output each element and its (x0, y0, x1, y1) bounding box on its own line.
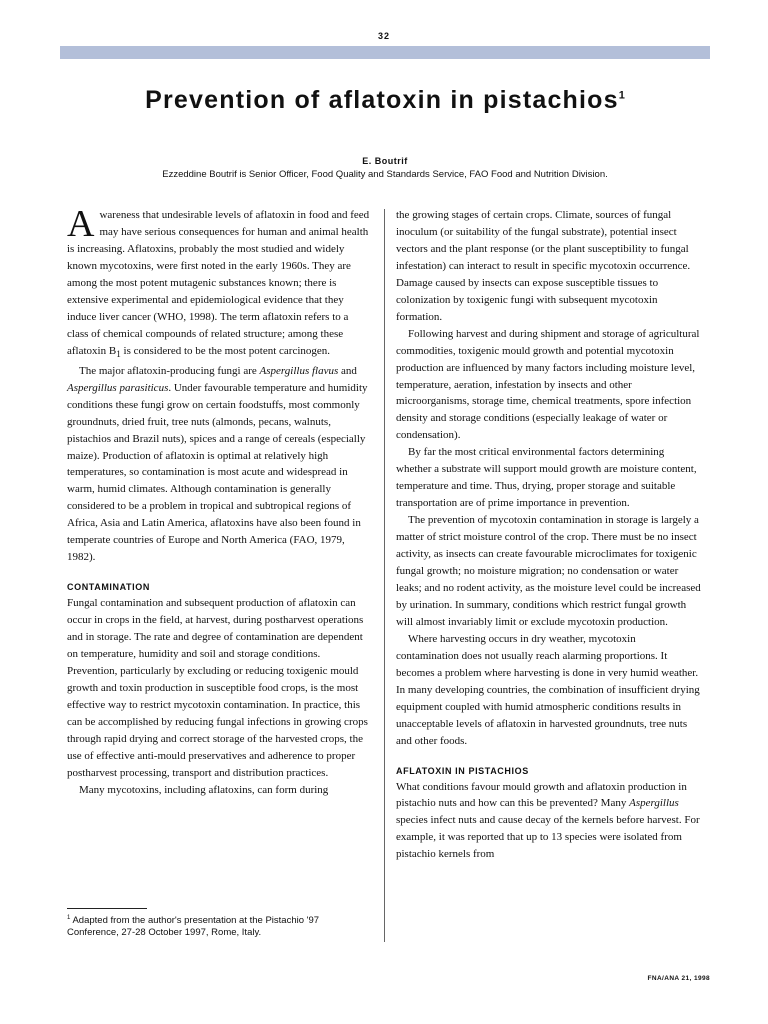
contamination-paragraph-6: Where harvesting occurs in dry weather, mycotoxin contamination does not usually reach alarming proportions. It becomes a problem where harvesting is done in very humid weather. In many developing countries, the combination of insufficient drying equipment coupled with humid atmospheric conditions results in unacceptable levels of aflatoxin in harvested groundnuts, tree nuts and other foods. (396, 632, 700, 747)
footnote (67, 912, 367, 939)
section-heading-contamination: CONTAMINATION (67, 582, 150, 593)
left-column (67, 203, 372, 799)
intro-paragraph-1 (67, 203, 372, 363)
footnote-mark: 1 (67, 915, 71, 921)
pistachios-p1-text-a: What conditions favour mould growth and aflatoxin production in pistachio nuts and how can this be prevented? Many (396, 780, 687, 810)
intro-paragraph-2 (67, 363, 372, 566)
contamination-paragraph-1: Fungal contamination and subsequent production of aflatoxin can occur in crops in the field, at harvest, during postharvest operations and in storage. The rate and degree of contamination are dependent on temperature, humidity and soil and storage conditions. Prevention, particularly by excluding or reducing toxigenic mould growth and toxin production in susceptible food crops, is the most effective way to restrict mycotoxin contamination. In practice, this can be accomplished by reducing fungal infections in growing crops through rapid drying and correct storage of the harvested crops, the use of effective anti-mould preservatives and adherence to proper postharvest processing, transport and distribution practices. (67, 597, 368, 779)
right-column (396, 207, 701, 863)
intro-p1-end: is considered to be the most potent carcinogen. (120, 344, 331, 357)
footnote-text: Adapted from the author's presentation at the Pistachio '97 Conference, 27-28 October 1997, Rome, Italy. (67, 915, 320, 939)
species-name: Aspergillus (629, 797, 679, 810)
footnote-rule (67, 908, 147, 909)
author-name: E. Boutrif (362, 156, 408, 166)
pistachios-paragraph-1 (396, 779, 701, 864)
section-heading-pistachios: AFLATOXIN IN PISTACHIOS (396, 765, 529, 776)
title-footnote-mark: 1 (618, 89, 625, 102)
contamination-paragraph-5: The prevention of mycotoxin contamination in storage is largely a matter of strict moisture control of the crop. There must be no insect activity, as insects can create favourable microclimates for toxigenic fungal growth; no moisture migration; no condensation or water leaks; and no rodent activity, as the moisture level could be increased by urination. In summary, conditions which restrict fungal growth will almost invariably limit or exclude mycotoxin production. (396, 514, 701, 628)
pistachios-p1-text-b: species infect nuts and cause decay of the kernels before harvest. For example, it was reported that up to 13 species were isolated from pistachio kernels from (396, 814, 700, 861)
drop-cap: A (67, 203, 95, 245)
footer-issue: FNA/ANA 21, 1998 (647, 975, 710, 982)
author-affiliation: Ezzeddine Boutrif is Senior Officer, Food Quality and Standards Service, FAO Food and Nutrition Division. (162, 169, 608, 180)
intro-p2-text-a: The major aflatoxin-producing fungi are (79, 364, 260, 377)
species-name: Aspergillus flavus (259, 364, 339, 377)
intro-p1-text: wareness that undesirable levels of aflatoxin in food and feed may have serious consequences for human and animal health is increasing. Aflatoxins, probably the most studied and widely known mycotoxins, were first noted in the early 1960s. They are among the most potent mutagenic substances known; there is extensive experimental and epidemiological evidence that they induce liver cancer (WHO, 1998). The term aflatoxin refers to a class of chemical compounds of related structure; among these aflatoxin B (67, 209, 370, 357)
intro-p2-text-c: . Under favourable temperature and humidity conditions these fungi grow on certain foodstuffs, most commonly groundnuts, dried fruit, tree nuts (almonds, pecans, walnuts, pistachios and Brazil nuts), spices and a range of cereals (especially maize). Production of aflatoxin is optimal at relatively high temperatures, so contamination is most acute and widespread in warm, humid climates. Although contamination is generally considered to be a problem in tropical and subtropical regions of Africa, Asia and Latin America, aflatoxins have also been found in temperate countries of Europe and North America (FAO, 1979, 1982). (67, 381, 368, 564)
contamination-paragraph-4: By far the most critical environmental factors determining whether a substrate will support mould growth are moisture content, temperature and time. Thus, drying, proper storage and suitable transportation are of prime importance in prevention. (396, 446, 697, 510)
title-text: Prevention of aflatoxin in pistachios (145, 86, 619, 114)
contamination-paragraph-2-cont: the growing stages of certain crops. Climate, sources of fungal inoculum (or suitability of the fungal substrate), potential insect vectors and the plant response (or the plant susceptibility to fungal infestation) can interact to result in specific mycotoxin occurrence. Damage caused by insects can expose susceptible tissues to colonization by toxigenic fungi with subsequent mycotoxin formation. (396, 209, 691, 323)
header-band (60, 46, 710, 59)
page-number: 32 (377, 31, 390, 41)
intro-p1-subscript: 1 (116, 348, 121, 359)
species-name: Aspergillus parasiticus (67, 381, 169, 394)
article-title (60, 86, 710, 115)
column-divider (384, 209, 385, 942)
intro-p2-text-b: and (338, 364, 357, 377)
contamination-paragraph-2-start: Many mycotoxins, including aflatoxins, can form during (79, 783, 329, 796)
contamination-paragraph-3: Following harvest and during shipment and storage of agricultural commodities, toxigenic mould growth and potential mycotoxin production are influenced by many factors including moisture level, temperature, aeration, infestation by insects and other microorganisms, storage time, chemical treatments, spore infection density and storage conditions (especially leakage of water or condensation). (396, 327, 700, 442)
